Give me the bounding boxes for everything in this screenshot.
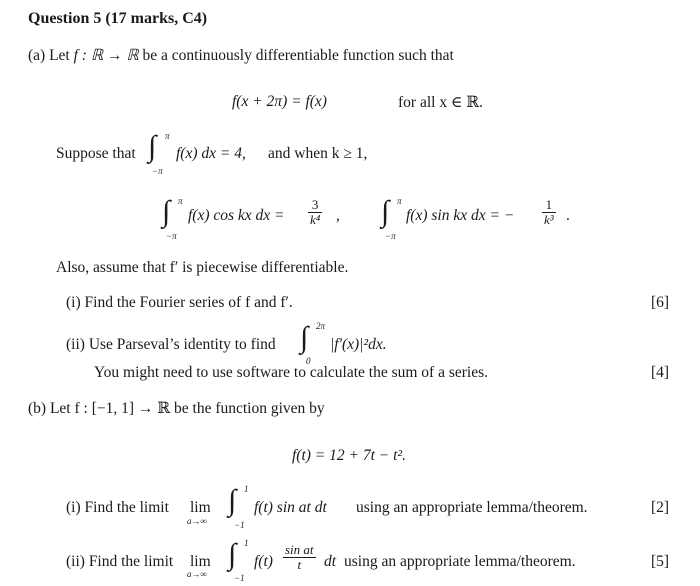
part-a-label: (a): [28, 47, 46, 64]
b-ii-ft: f(t): [254, 553, 273, 570]
upper-limit: 1: [244, 484, 249, 494]
part-a-intro-lead: Let: [49, 47, 70, 64]
a-ii-note: You might need to use software to calculate the sum of a series.: [94, 364, 489, 381]
period: .: [566, 207, 570, 224]
b-ii-tail: using an appropriate lemma/theorem.: [344, 553, 576, 570]
upper-limit: π: [397, 196, 402, 206]
b-ii-dt: dt: [324, 553, 337, 570]
comma: ,: [336, 207, 340, 224]
b-ii-lim-sub: a→∞: [187, 569, 207, 579]
upper-limit: 1: [244, 538, 249, 548]
integral-sign: ∫: [381, 195, 390, 228]
part-b-intro-text: Let f : [−1, 1] → ℝ be the function given by: [49, 400, 325, 417]
b-ii-marks: [5]: [651, 553, 670, 570]
lower-limit: −1: [234, 520, 245, 530]
cos-fraction: [308, 198, 322, 227]
a-ii-marks: [4]: [651, 364, 670, 381]
integral-sign: ∫: [300, 321, 309, 354]
sin-fraction: [542, 198, 556, 227]
integral-sign: ∫: [228, 538, 237, 571]
cos-denominator: k⁴: [310, 212, 321, 227]
b-i-lim-sub: a→∞: [187, 516, 207, 526]
b-ii-label: (ii): [66, 553, 85, 570]
b-ii-lim: lim: [190, 553, 211, 570]
part-a-intro: [28, 46, 454, 65]
part-a-domain: f : ℝ → ℝ: [73, 47, 139, 64]
b-i-marks: [2]: [651, 499, 670, 516]
integral-sign: ∫: [228, 484, 237, 517]
a-i-text: Find the Fourier series of f and f′.: [84, 294, 293, 311]
b-ii-lead-wrap: [66, 553, 173, 571]
upper-limit: 2π: [316, 321, 326, 331]
b-i-lead-wrap: [66, 499, 169, 517]
b-ii-denominator: t: [297, 557, 302, 572]
b-i-lead: Find the limit: [84, 499, 169, 516]
periodic-equation: f(x + 2π) = f(x): [232, 93, 327, 110]
cos-integrand: f(x) cos kx dx =: [188, 207, 285, 224]
a-ii-item: [66, 336, 276, 354]
when-text: and when k ≥ 1,: [268, 145, 368, 162]
lower-limit: −1: [234, 573, 245, 583]
b-ii-numerator: sin at: [285, 542, 314, 557]
sin-denominator: k³: [544, 212, 554, 227]
b-i-integrand: f(t) sin at dt: [254, 499, 327, 516]
b-i-label: (i): [66, 499, 81, 516]
a-i-item: [66, 294, 293, 312]
part-b-function: f(t) = 12 + 7t − t².: [292, 447, 406, 464]
a-ii-text: Use Parseval’s identity to find: [88, 336, 276, 353]
integral-value: f(x) dx = 4,: [176, 145, 246, 162]
cos-numerator: 3: [308, 198, 322, 213]
upper-limit: π: [165, 131, 170, 141]
suppose-lead: Suppose that: [56, 145, 136, 162]
part-b-intro: [28, 399, 325, 418]
lower-limit: −π: [166, 231, 177, 241]
b-i-lim: lim: [190, 499, 211, 516]
lower-limit: 0: [306, 356, 311, 366]
a-ii-integrand: |f′(x)|²dx.: [330, 336, 387, 353]
b-ii-fraction: [283, 543, 316, 572]
part-b-label: (b): [28, 400, 47, 417]
periodic-condition: for all x ∈ ℝ.: [398, 94, 484, 111]
a-i-marks: [6]: [651, 294, 670, 311]
integral-sign: ∫: [162, 195, 171, 228]
b-ii-lead: Find the limit: [88, 553, 174, 570]
upper-limit: π: [178, 196, 183, 206]
sin-integrand: f(x) sin kx dx = −: [406, 207, 515, 224]
a-i-label: (i): [66, 294, 81, 311]
part-a-intro-tail: be a continuously differentiable function such that: [142, 47, 454, 64]
question-title: Question 5 (17 marks, C4): [28, 10, 208, 27]
b-i-tail: using an appropriate lemma/theorem.: [356, 499, 588, 516]
lower-limit: −π: [385, 231, 396, 241]
integral-sign: ∫: [148, 130, 157, 163]
also-text: Also, assume that f′ is piecewise differentiable.: [56, 259, 349, 276]
a-ii-label: (ii): [66, 336, 85, 353]
lower-limit: −π: [152, 166, 163, 176]
sin-numerator: 1: [542, 198, 556, 213]
